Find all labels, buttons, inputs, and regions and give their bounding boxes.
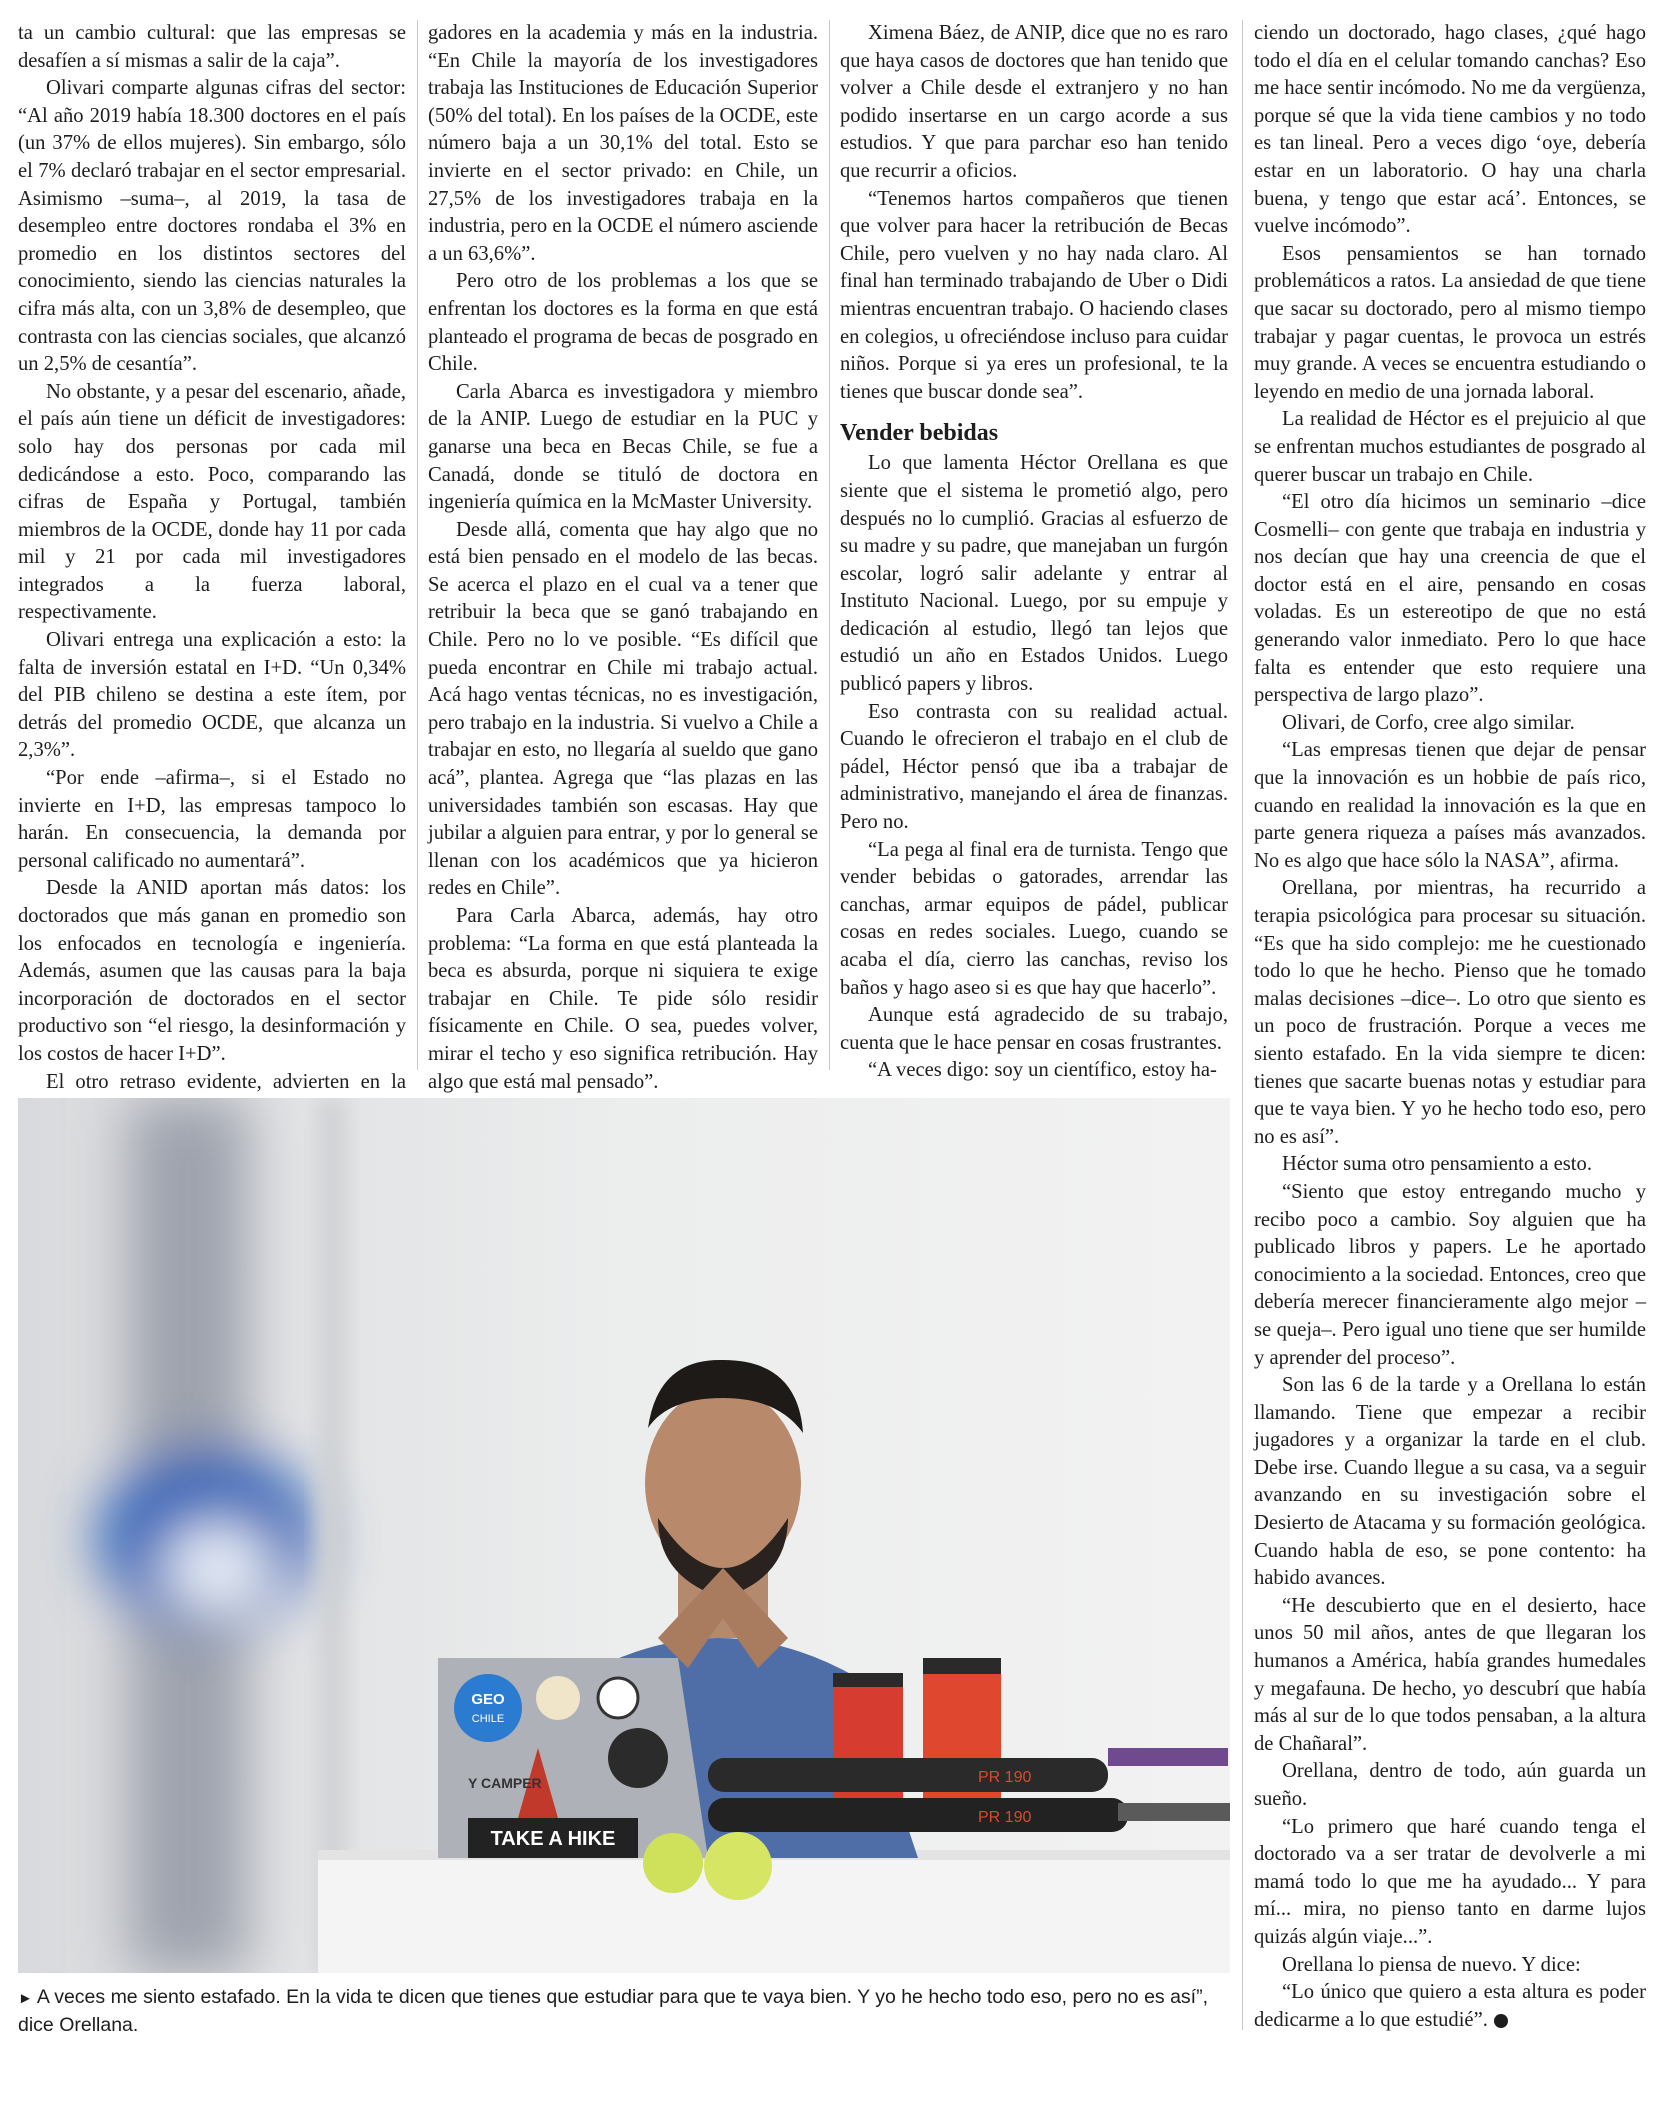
paragraph: “Por ende –afirma–, si el Estado no invierte en I+D, las empresas tampoco lo harán. En consecuencia, la demanda por personal calificado no aumentará”. xyxy=(18,767,406,872)
paragraph: Héctor suma otro pensamiento a esto. xyxy=(1282,1153,1592,1176)
article-column-4 xyxy=(1254,20,1646,2034)
paragraph: Olivari, de Corfo, cree algo similar. xyxy=(1282,711,1575,734)
paragraph: Esos pensamientos se han tornado problemáticos a ratos. La ansiedad de que tiene que sacar su doctorado, pero al mismo tiempo trabajar y pagar cuentas, le provoca un estrés muy grande. A veces se encuentra estudiando o leyendo en medio de una jornada laboral. xyxy=(1254,242,1646,403)
paragraph: Orellana lo piensa de nuevo. Y dice: xyxy=(1282,1953,1581,1976)
paragraph: “Lo primero que haré cuando tenga el doctorado va a ser tratar de devolverle a mi mamá todo lo que me ha ayudado... Y para mí... mira, no pienso tanto en darme lujos quizás algún viaje...”. xyxy=(1254,1815,1646,1948)
paragraph: “Tenemos hartos compañeros que tienen que volver para hacer la retribución de Becas Chile, pero vuelven y no hay nada claro. Al final han terminado trabajando de Uber o Didi mientras encuentran trabajo. O haciendo clases en colegios, u ofreciéndose incluso para cuidar niños. Porque si ya eres un profesional, te la tienes que buscar donde sea”. xyxy=(840,187,1228,403)
article-column-2 xyxy=(428,20,818,1096)
paragraph: ta un cambio cultural: que las empresas se desafíen a sí mismas a salir de la caja”. xyxy=(18,22,406,72)
column-divider xyxy=(417,20,418,1070)
paragraph xyxy=(1254,1979,1646,2034)
paragraph: Desde la ANID aportan más datos: los doctorados que más ganan en promedio son los enfocados en tecnología e ingeniería. Además, asumen que las causas para la baja incorporación de doctorados en el sector productivo son “el riesgo, la desinformación y los costos de hacer I+D”. xyxy=(18,877,406,1065)
paragraph: gadores en la academia y más en la industria. “En Chile la mayoría de los investigadores trabaja las Instituciones de Educación Superior (50% del total). En los países de la OCDE, este número baja a un 30,1% del total. Esto se invierte en el sector privado: en Chile, un 27,5% de los investigadores trabaja en la industria, pero en la OCDE el número asciende a un 63,6%”. xyxy=(428,22,818,265)
paragraph: “Siento que estoy entregando mucho y recibo poco a cambio. Soy alguien que ha publicado libros y papers. Le he aportado conocimiento a la sociedad. Entonces, creo que debería merecer financieramente algo mejor –se queja–. Pero igual uno tiene que ser humilde y aprender del proceso”. xyxy=(1254,1180,1646,1369)
caption-text: A veces me siento estafado. En la vida te dicen que tienes que estudiar para que te vaya bien. Y yo he hecho todo eso, pero no es así”, dice Orellana. xyxy=(18,1986,1209,2036)
photo-illustration xyxy=(18,1098,1230,1973)
paragraph: Olivari comparte algunas cifras del sector: “Al año 2019 había 18.300 doctores en el país (un 37% de ellos mujeres). Sin embargo, sólo el 7% declaró trabajar en el sector empresarial. Asimismo –suma–, al 2019, la tasa de desempleo entre doctores rondaba el 3% en promedio en los distintos sectores del conocimiento, siendo las ciencias naturales la cifra más alta, con un 3,8% de desempleo, que contrasta con las ciencias sociales, que alcanzó un 2,5% de cesantía”. xyxy=(18,77,406,376)
paragraph: Orellana, dentro de todo, aún guarda un sueño. xyxy=(1254,1760,1646,1810)
svg-text:TAKE A HIKE: TAKE A HIKE xyxy=(490,1828,616,1850)
end-of-article-icon: ● xyxy=(1494,2014,1508,2028)
paragraph: Son las 6 de la tarde y a Orellana lo están llamando. Tiene que empezar a recibir jugadores y a organizar la tarde en el club. Debe irse. Cuando llegue a su casa, va a seguir avanzando en su investigación sobre el Desierto de Atacama y su formación geológica. Cuando habla de eso, se pone contento: ha habido avances. xyxy=(1254,1374,1646,1590)
svg-text:GEO: GEO xyxy=(471,1691,505,1708)
closing-quote: “Lo único que quiero a esta altura es poder dedicarme a lo que estudié”. xyxy=(1254,1981,1646,2031)
paragraph: Carla Abarca es investigadora y miembro de la ANIP. Luego de estudiar en la PUC y ganarse una beca en Becas Chile, se fue a Canadá, donde se tituló de doctora en ingeniería química en la McMaster University. xyxy=(428,380,818,514)
svg-text:PR 190: PR 190 xyxy=(978,1809,1032,1826)
paragraph: Ximena Báez, de ANIP, dice que no es raro que haya casos de doctores que han tenido que volver a Chile desde el extranjero y no han podido insertarse en un cargo acorde a sus estudios. Y que para parchar eso han tenido que recurrir a oficios. xyxy=(840,22,1228,182)
paragraph: ciendo un doctorado, hago clases, ¿qué hago todo el día en el celular tomando canchas? Eso me hace sentir incómodo. No me da vergüenza, porque sé que la vida tiene cambios y no todo es tan lineal. Pero a veces digo ‘oye, debería estar en un laboratorio. O hay una charla buena, y tengo que estar acá’. Entonces, se vuelve incómodo”. xyxy=(1254,22,1646,238)
paragraph: “La pega al final era de turnista. Tengo que vender bebidas o gatorades, arrendar las canchas, armar equipos de pádel, publicar cosas en redes sociales. Luego, cuando se acaba el día, cierro las canchas, reviso los baños y hago aseo si es que hay que hacerlo”. xyxy=(840,838,1228,999)
paragraph: El otro retraso evidente, advierten en la xyxy=(46,1070,406,1093)
paragraph: Orellana, por mientras, ha recurrido a terapia psicológica para procesar su situación. “Es que ha sido complejo: me he cuestionado todo lo que he hecho. Pienso que he tomado malas decisiones –dice–. Lo otro que siento es un poco de frustración. Porque a veces me siento estafado. En la vida siempre te dicen: tienes que sacarte buenas notas y estudiar para que te vaya bien. Y yo he hecho todo eso, pero no es así”. xyxy=(1254,877,1646,1148)
paragraph: “He descubierto que en el desierto, hace unos 50 mil años, antes de que llegaran los humanos a América, había grandes humedales y megafauna. De hecho, yo descubrí que había más al sur de lo que todos pensaban, a la altura de Chañaral”. xyxy=(1254,1594,1646,1755)
paragraph: “A veces digo: soy un científico, estoy ha- xyxy=(868,1059,1217,1082)
sticker-geo-icon xyxy=(454,1674,522,1742)
paragraph: “Las empresas tienen que dejar de pensar que la innovación es un hobbie de país rico, cuando en realidad la innovación es la que en parte genera riqueza a países más avanzados. No es algo que hace sólo la NASA”, afirma. xyxy=(1254,739,1646,872)
svg-text:Y CAMPER: Y CAMPER xyxy=(468,1775,542,1791)
article-column-1 xyxy=(18,20,406,1124)
paragraph: “El otro día hicimos un seminario –dice Cosmelli– con gente que trabaja en industria y nos decían que hay una creencia de que el doctor está en el aire, pensando en cosas voladas. Es un estereotipo de que no está generando valor inmediato. Pero lo que hace falta es entender que esto requiere una perspectiva de largo plazo”. xyxy=(1254,491,1646,707)
paragraph: Pero otro de los problemas a los que se enfrentan los doctores es la forma en que está planteado el programa de becas de posgrado en Chile. xyxy=(428,270,818,376)
section-subheading: Vender bebidas xyxy=(840,420,999,447)
paragraph: Olivari entrega una explicación a esto: la falta de inversión estatal en I+D. “Un 0,34% del PIB chileno se destina a este ítem, por detrás del promedio OCDE, que alcanza un 2,3%”. xyxy=(18,629,406,762)
triangle-right-icon: ► xyxy=(18,1990,33,2007)
paragraph: Lo que lamenta Héctor Orellana es que siente que el sistema le prometió algo, pero después no lo cumplió. Gracias al esfuerzo de su madre y su padre, que manejaban un furgón escolar, logró salir adelante y entrar al Instituto Nacional. Luego, por su empuje y dedicación al estudio, llegó tan lejos que estudió un año en Estados Unidos. Luego publicó papers y libros. xyxy=(840,452,1228,696)
svg-text:CHILE: CHILE xyxy=(471,1713,505,1725)
paragraph: Para Carla Abarca, además, hay otro problema: “La forma en que está planteada la beca es absurda, porque ni siquiera te exige trabajar en Chile. Te pide sólo residir físicamente en Chile. O sea, puedes volver, mirar el techo y eso significa retribución. Hay algo que está mal pensado”. xyxy=(428,905,818,1093)
paragraph: Desde allá, comenta que hay algo que no está bien pensado en el modelo de las becas. Se acerca el plazo en el cual va a tener que retribuir la beca que se ganó trabajando en Chile. Pero no lo ve posible. “Es difícil que pueda encontrar en Chile mi trabajo actual. Acá hago ventas técnicas, no es investigación, pero trabajo en la industria. Si vuelvo a Chile a trabajar en esto, no llegaría al sueldo que gano acá”, plantea. Agrega que “las plazas en las universidades también son escasas. Hay que jubilar a alguien para entrar, y por lo general se llenan con los académicos que ya hicieron redes en Chile”. xyxy=(428,518,818,900)
article-photo xyxy=(18,1098,1230,1973)
paragraph: Aunque está agradecido de su trabajo, cuenta que le hace pensar en cosas frustrantes. xyxy=(840,1004,1228,1054)
column-divider xyxy=(1242,20,1243,2030)
paragraph: Eso contrasta con su realidad actual. Cuando le ofrecieron el trabajo en el club de pádel, Héctor pensó que iba a trabajar de administrativo, manejando el área de finanzas. Pero no. xyxy=(840,700,1228,834)
article-column-3 xyxy=(840,20,1228,1085)
svg-text:PR 190: PR 190 xyxy=(978,1769,1032,1786)
column-divider xyxy=(829,20,830,1070)
photo-caption xyxy=(18,1984,1230,2039)
paragraph: No obstante, y a pesar del escenario, añade, el país aún tiene un déficit de investigadores: solo hay dos personas por cada mil dedicándose a esto. Poco, comparando las cifras de España y Portugal, también miembros de la OCDE, donde hay 11 por cada mil y 21 por cada mil investigadores integrados a la fuerza laboral, respectivamente. xyxy=(18,380,406,624)
paragraph: La realidad de Héctor es el prejuicio al que se enfrentan muchos estudiantes de posgrado al querer buscar un trabajo en Chile. xyxy=(1254,408,1646,486)
